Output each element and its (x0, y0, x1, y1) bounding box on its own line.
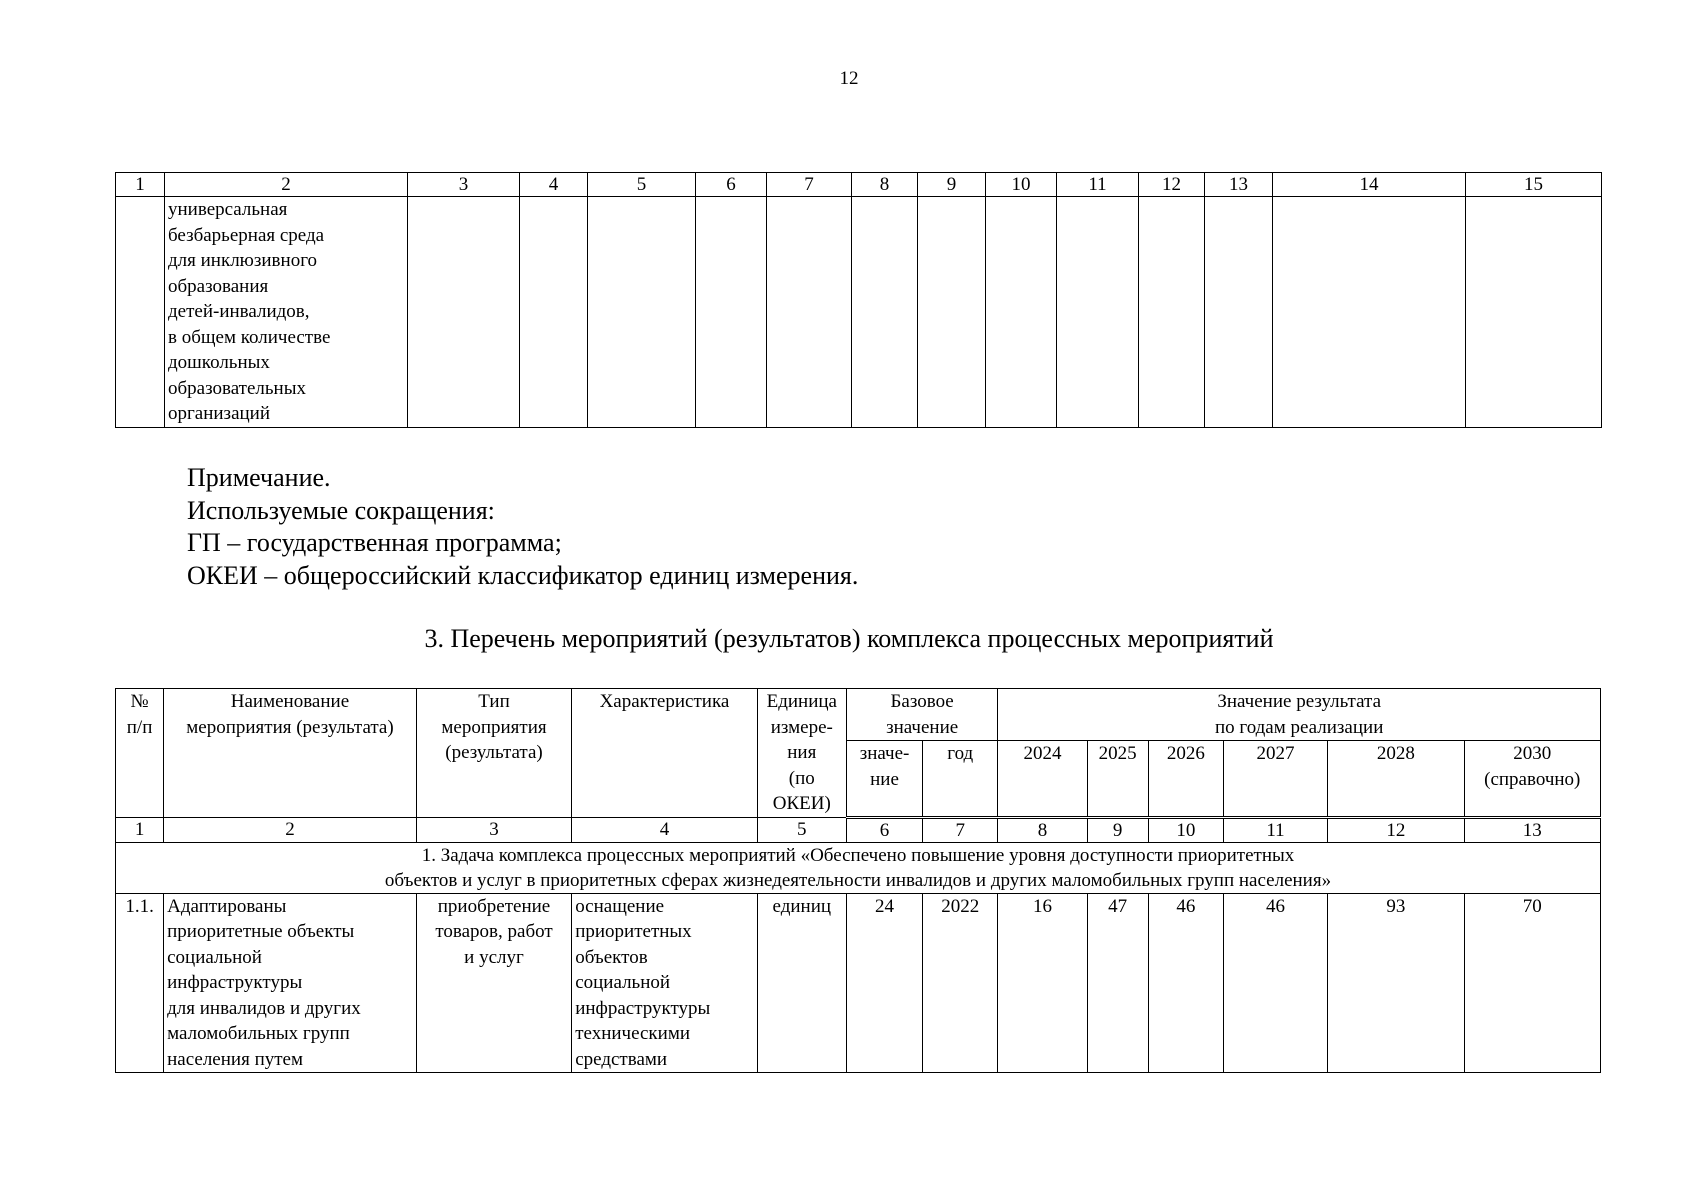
table-row (116, 893, 1601, 1073)
row-number: 1.1. (116, 893, 164, 1073)
header-text: п/п (126, 716, 153, 738)
text-line: универсальная (168, 199, 288, 220)
column-number: 2 (165, 173, 408, 197)
task-cell (116, 842, 1601, 893)
header-text: № (130, 691, 149, 712)
abbreviations-heading: Используемые сокращения: (187, 495, 495, 525)
text-line: для инклюзивного (168, 250, 318, 271)
text-line: социальной (575, 972, 671, 993)
note-block (187, 462, 858, 592)
table-cell (918, 197, 986, 428)
column-number: 3 (416, 817, 571, 842)
table-cell (1466, 197, 1602, 428)
task-text-line: 1. Задача комплекса процессных мероприятий «Обеспечено повышение уровня доступности приоритетных (421, 844, 1295, 866)
text-line: инфраструктуры (575, 997, 711, 1019)
text-line: приоритетные объекты (167, 921, 355, 942)
table-cell (1273, 197, 1466, 428)
header-text: мероприятия (441, 716, 547, 738)
header-text: ние (870, 768, 899, 790)
column-number: 2 (164, 817, 417, 842)
table-cell (1205, 197, 1273, 428)
characteristic-cell (572, 893, 757, 1073)
table-row (116, 197, 1602, 428)
column-number: 1 (116, 817, 164, 842)
base-year-cell: 2022 (923, 893, 998, 1073)
column-number: 12 (1328, 817, 1464, 842)
header-base (846, 689, 997, 741)
table-cell (696, 197, 767, 428)
text-line: детей-инвалидов, (168, 301, 310, 322)
text-line: образовательных (168, 377, 306, 399)
column-number: 9 (1087, 817, 1148, 842)
text-line: населения путем (167, 1048, 303, 1070)
header-text: измере- (770, 716, 833, 738)
page-number: 12 (839, 68, 859, 89)
header-text: значение (886, 716, 959, 738)
table-cell (588, 197, 696, 428)
column-number: 3 (408, 173, 520, 197)
header-text: ОКЕИ) (772, 793, 831, 814)
header-num (116, 689, 164, 818)
text-line: приобретение (437, 895, 551, 917)
text-line: техническими (575, 1023, 691, 1044)
header-text: Значение результата (1217, 691, 1381, 712)
text-line: инфраструктуры (167, 972, 303, 993)
header-unit (757, 689, 846, 818)
year-value-cell: 46 (1223, 893, 1327, 1073)
column-number: 4 (520, 173, 588, 197)
section-title: 3. Перечень мероприятий (результатов) комплекса процессных мероприятий (424, 624, 1274, 653)
text-line: организаций (168, 403, 271, 424)
table-cell (986, 197, 1057, 428)
column-number: 11 (1223, 817, 1327, 842)
table-cell (767, 197, 852, 428)
table-cell (852, 197, 918, 428)
column-number: 4 (572, 817, 757, 842)
header-text: значе- (859, 743, 910, 764)
column-number: 10 (1148, 817, 1223, 842)
year-value-cell: 93 (1328, 893, 1464, 1073)
column-number: 7 (923, 817, 998, 842)
activity-type-cell (416, 893, 571, 1073)
table-cell (1057, 197, 1139, 428)
text-line: образования (168, 275, 269, 297)
text-line: для инвалидов и других (167, 997, 361, 1019)
text-line: товаров, работ (435, 921, 553, 942)
column-number: 6 (696, 173, 767, 197)
header-year: 2028 (1328, 741, 1464, 818)
header-year: 2024 (998, 741, 1087, 818)
header-year-reference (1464, 741, 1600, 818)
text-line: маломобильных групп (167, 1023, 350, 1044)
column-number-row (116, 817, 1601, 842)
header-year: 2027 (1223, 741, 1327, 818)
table-cell (520, 197, 588, 428)
column-number: 7 (767, 173, 852, 197)
column-number: 9 (918, 173, 986, 197)
header-row (116, 689, 1601, 741)
column-number-row (116, 173, 1602, 197)
header-base-value (846, 741, 922, 818)
table-cell (116, 197, 165, 428)
header-text: Наименование (230, 691, 350, 712)
header-text: по годам реализации (1214, 716, 1384, 738)
header-text: Тип (478, 691, 510, 712)
indicator-name-cell (165, 197, 408, 428)
header-text: Базовое (890, 691, 954, 712)
column-number: 13 (1464, 817, 1600, 842)
year-value-cell: 70 (1464, 893, 1600, 1073)
column-number: 14 (1273, 173, 1466, 197)
column-number: 12 (1139, 173, 1205, 197)
activities-table (115, 688, 1601, 1073)
column-number: 11 (1057, 173, 1139, 197)
header-base-year: год (923, 741, 998, 818)
text-line: социальной (167, 946, 262, 968)
header-text: (по (788, 767, 815, 789)
column-number: 8 (998, 817, 1087, 842)
header-year: 2025 (1087, 741, 1148, 818)
text-line: оснащение (575, 895, 665, 917)
task-text-line: объектов и услуг в приоритетных сферах жизнедеятельности инвалидов и других маломобильных групп населения» (384, 869, 1332, 891)
header-year: 2026 (1148, 741, 1223, 818)
text-line: средствами (575, 1048, 668, 1070)
abbreviation-item: ГП – государственная программа; (187, 528, 562, 557)
column-number: 13 (1205, 173, 1273, 197)
header-characteristic: Характеристика (572, 689, 757, 818)
column-number: 5 (757, 817, 846, 842)
column-number: 10 (986, 173, 1057, 197)
text-line: приоритетных (575, 921, 692, 942)
header-years-group (998, 689, 1601, 741)
header-name (164, 689, 417, 818)
text-line: объектов (575, 946, 648, 968)
activity-name-cell (164, 893, 417, 1073)
column-number: 5 (588, 173, 696, 197)
text-line: и услуг (464, 946, 524, 968)
base-value-cell: 24 (846, 893, 922, 1073)
header-text: (результата) (445, 742, 543, 763)
text-line: Адаптированы (167, 895, 287, 917)
unit-cell: единиц (757, 893, 846, 1073)
column-number: 6 (846, 817, 922, 842)
header-text: 2030 (1513, 743, 1552, 764)
year-value-cell: 47 (1087, 893, 1148, 1073)
header-type (416, 689, 571, 818)
table-cell (408, 197, 520, 428)
task-row (116, 842, 1601, 893)
note-title: Примечание. (187, 463, 331, 492)
column-number: 1 (116, 173, 165, 197)
header-text: (справочно) (1484, 768, 1581, 790)
text-line: дошкольных (168, 352, 270, 373)
table-cell (1139, 197, 1205, 428)
year-value-cell: 16 (998, 893, 1087, 1073)
abbreviation-item: ОКЕИ – общероссийский классификатор единиц измерения. (187, 560, 859, 590)
header-text: мероприятия (результата) (186, 716, 394, 738)
year-value-cell: 46 (1148, 893, 1223, 1073)
column-number: 15 (1466, 173, 1602, 197)
text-line: безбарьерная среда (168, 224, 325, 246)
header-text: Единица (766, 691, 837, 712)
column-number: 8 (852, 173, 918, 197)
text-line: в общем количестве (168, 326, 331, 348)
continuation-table (115, 172, 1602, 428)
header-text: ния (787, 742, 817, 763)
